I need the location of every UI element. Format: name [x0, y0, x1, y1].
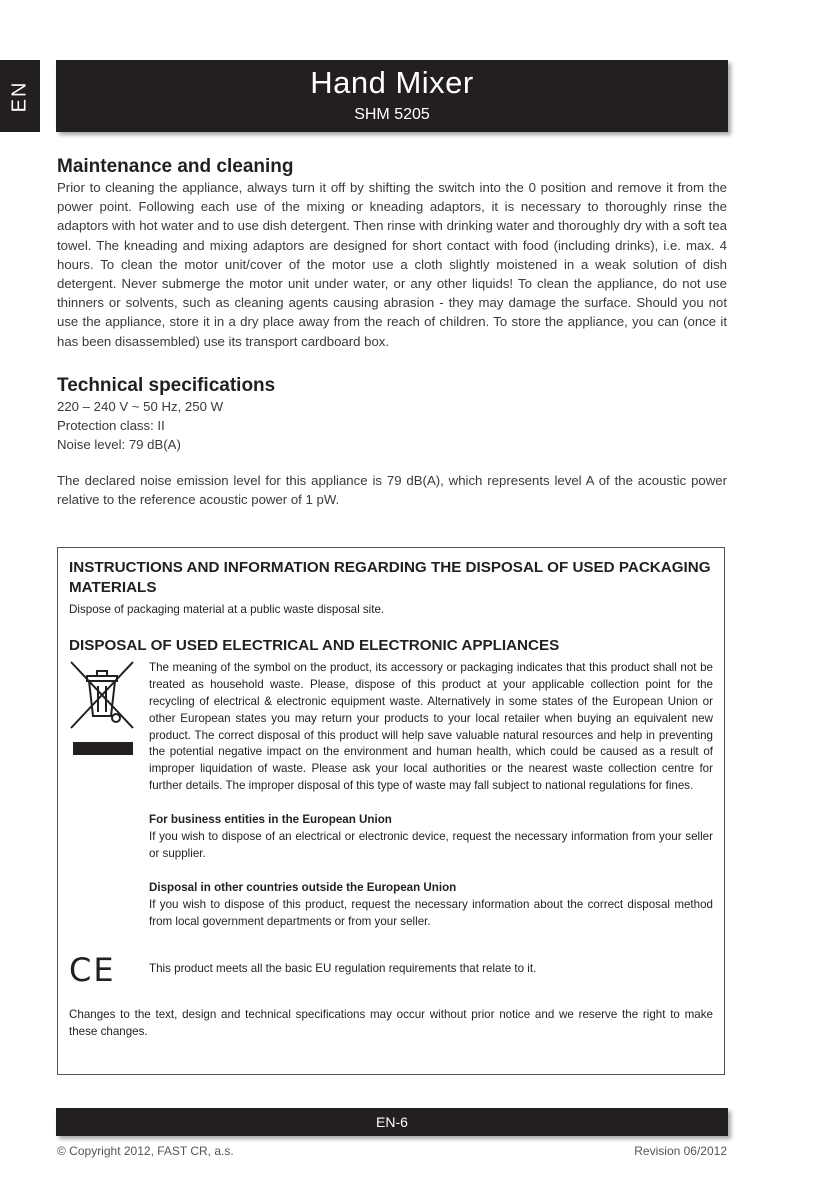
other-countries-text: If you wish to dispose of this product, request the necessary information about the correct disposal method from local government departments or from your seller.: [149, 897, 713, 928]
model-number: SHM 5205: [354, 106, 430, 123]
page-title: Hand Mixer: [310, 65, 474, 100]
other-countries-heading: Disposal in other countries outside the European Union: [149, 880, 457, 894]
specs-heading: Technical specifications: [57, 374, 276, 396]
spec-power: 220 – 240 V ~ 50 Hz, 250 W: [57, 398, 224, 414]
language-tab: [0, 60, 40, 132]
ce-mark-icon: CE: [69, 950, 116, 989]
spec-protection-class: Protection class: II: [57, 417, 165, 433]
revision: Revision 06/2012: [634, 1144, 727, 1158]
ce-text: This product meets all the basic EU regulation requirements that relate to it.: [149, 962, 537, 976]
copyright: © Copyright 2012, FAST CR, a.s.: [57, 1144, 234, 1158]
disposal-box: [57, 547, 725, 1075]
packaging-heading: INSTRUCTIONS AND INFORMATION REGARDING THE DISPOSAL OF USED PACKAGING MATERIALS: [69, 559, 711, 596]
business-text: If you wish to dispose of an electrical or electronic device, request the necessary information from your seller or supplier.: [149, 830, 713, 860]
maintenance-text: Prior to cleaning the appliance, always turn it off by shifting the switch into the 0 position and remove it from the power point. Following each use of the mixing or kneading adaptors, it is necessary to thoroughly rinse the adaptors with hot water and to use dish detergent. Then rinse with drinking water and thoroughly dry with a soft tea towel. The kneading and mixing adaptors are designed for short contact with food (including drinks), i.e. max. 4 hours. To clean the motor unit/cover of the motor use a cloth slightly moistened in a weak solution of dish detergent. Never submerge the motor unit under water, or any other liquids! To clean the appliance, do not use thinners or solvents, such as cleaning agents causing abrasion - they may damage the surface. Should you not use the appliance, store it in a dry place away from the reach of children. To store the appliance, you can (once it has been disassembled) use its transport cardboard box.: [57, 180, 727, 349]
page-number-bar: [56, 1108, 728, 1136]
weee-bin-icon: [69, 660, 149, 931]
electrical-heading: DISPOSAL OF USED ELECTRICAL AND ELECTRONIC APPLIANCES: [69, 636, 560, 654]
noise-statement: The declared noise emission level for this appliance is 79 dB(A), which represents level A of the acoustic power relative to the reference acoustic power of 1 pW.: [57, 472, 727, 508]
page-header: [56, 60, 728, 132]
main-content: [57, 156, 727, 509]
maintenance-heading: Maintenance and cleaning: [57, 156, 294, 177]
language-label: EN: [8, 80, 31, 112]
ce-section: [69, 951, 713, 989]
packaging-text: Dispose of packaging material at a public waste disposal site.: [69, 603, 385, 616]
spec-noise-level: Noise level: 79 dB(A): [57, 436, 181, 452]
page-number: EN-6: [376, 1114, 408, 1130]
specs-list: [57, 397, 727, 454]
changes-text: Changes to the text, design and technical specifications may occur without prior notice and we reserve the right to make these changes.: [69, 1007, 713, 1038]
weee-section: [69, 660, 713, 931]
business-heading: For business entities in the European Union: [149, 813, 392, 827]
electrical-text: The meaning of the symbol on the product, its accessory or packaging indicates that this product shall not be treated as household waste. Please, dispose of this product at your applicable collection point for the recycling of electrical & electronic equipment waste. Alternatively in some states of the European Union or other European states you may return your products to your local retailer when buying an equivalent new product. The correct disposal of this product will help save valuable natural resources and help in preventing the potential negative impact on the environment and human health, which could be caused as a result of improper liquidation of waste. Please ask your local authorities or the nearest waste collection centre for further details. The improper disposal of this type of waste may fall subject to national regulations for fines.: [149, 660, 713, 793]
